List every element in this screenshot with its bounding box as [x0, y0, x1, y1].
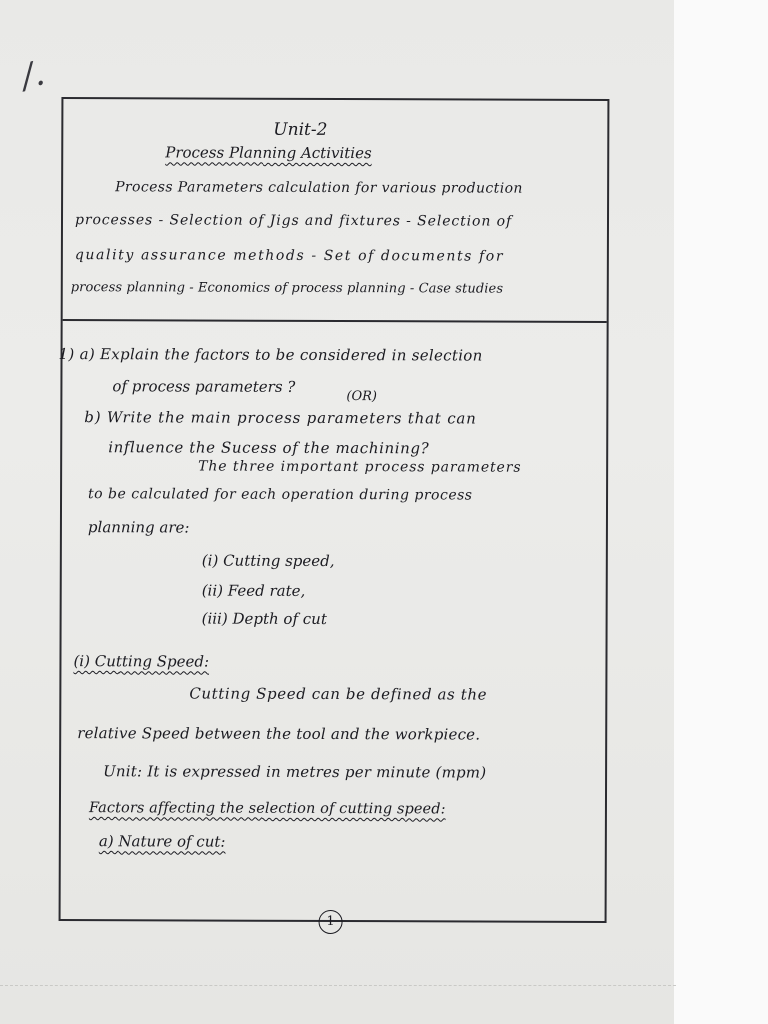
param-item-1: (i) Cutting speed, — [201, 551, 335, 571]
answer-line-1: The three important process parameters — [198, 458, 522, 476]
factor-a-nature-of-cut: a) Nature of cut: — [98, 832, 226, 851]
syllabus-line-4: process planning - Economics of process planning - Case studies — [70, 280, 504, 297]
question-or-label: (OR) — [346, 389, 378, 405]
factors-heading: Factors affecting the selection of cutting speed: — [88, 800, 446, 818]
background-margin — [674, 0, 768, 1024]
question-b-line-2: influence the Sucess of the machining? — [108, 438, 430, 458]
section-heading-cutting-speed — [73, 652, 209, 670]
definition-line-3: Unit: It is expressed in metres per minute (mpm) — [103, 762, 487, 782]
syllabus-divider — [63, 319, 607, 323]
syllabus-line-3: quality assurance methods - Set of documents for — [74, 247, 505, 265]
answer-line-3: planning are: — [87, 518, 190, 537]
syllabus-heading: Process Planning Activities — [165, 143, 372, 163]
answer-line-2: to be calculated for each operation during process — [88, 486, 473, 504]
definition-line-2: relative Speed between the tool and the workpiece. — [77, 724, 481, 744]
param-item-3: (iii) Depth of cut — [201, 609, 327, 628]
syllabus-line-2: processes - Selection of Jigs and fixtures - Selection of — [74, 212, 513, 230]
unit-title: Unit-2 — [273, 119, 328, 140]
page-number: 1 — [319, 910, 343, 934]
syllabus-line-1: Process Parameters calculation for various production — [115, 179, 523, 197]
bordered-notes-frame — [58, 97, 610, 930]
section-heading-text: (i) Cutting Speed: — [73, 652, 210, 671]
question-a-line-1: 1) a) Explain the factors to be considered in selection — [58, 345, 483, 365]
param-item-2: (ii) Feed rate, — [201, 581, 306, 600]
definition-line-1: Cutting Speed can be defined as the — [189, 684, 488, 704]
question-b-line-1: b) Write the main process parameters that can — [84, 408, 477, 428]
corner-tick-mark: /. — [18, 53, 49, 97]
question-a-line-2: of process parameters ? — [112, 377, 296, 396]
page-bottom-shadow — [0, 985, 676, 987]
